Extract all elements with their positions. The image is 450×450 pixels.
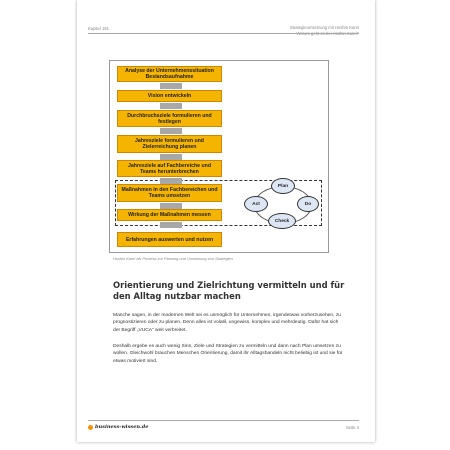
pdca-plan: Plan <box>271 178 295 194</box>
header-divider <box>88 33 359 34</box>
step-arrow <box>160 83 182 89</box>
step-durchbruchsziele: Durchbruchsziele formulieren und festlegen <box>117 110 222 127</box>
header-title-line2: Worum geht es bei Hoshin Kanri? <box>296 30 359 36</box>
paragraph-2: Deshalb ergebe es auch wenig Sinn, Ziele und Strategien zu vermitteln und dann nach Plan umsetzen zu wollen. Gleichwohl brauchen Menschen Orientierung, damit ihr Alltagshandeln nicht beliebig ist und sie für etwas motiviert sind. <box>113 344 343 364</box>
brand-logo-icon <box>88 425 93 430</box>
footer-brand <box>88 424 148 430</box>
brand-name: business-wissen.de <box>95 424 149 430</box>
footer-divider <box>88 420 359 421</box>
page-number: Seite 4 <box>345 425 359 430</box>
header-chapter: Kapitel 191 <box>88 26 109 31</box>
pdca-do: Do <box>297 196 319 212</box>
step-arrow <box>160 128 182 134</box>
step-vision: Vision entwickeln <box>117 90 222 102</box>
header-title-line1: Strategieumsetzung mit Hoshin Kanri <box>289 25 359 30</box>
step-herunterbrechen: Jahresziele auf Fachbereiche und Teams herunterbrechen <box>117 160 222 177</box>
document-page <box>77 0 375 442</box>
process-figure <box>109 60 329 253</box>
pdca-act: Act <box>244 196 268 212</box>
section-heading: Orientierung und Zielrichtung vermitteln und für den Alltag nutzbar machen <box>113 280 345 301</box>
step-arrow <box>160 222 182 228</box>
paragraph-1: Manche sagen, in der modernen Welt sei es unmöglich für Unternehmen, irgendetwas vorherzusehen, zu prognostizieren oder zu planen. Denn alles ist volatil, ungewiss, komplex und mehrdeutig. Dafür hat sich der Begriff „VUCA“ weit verbreitet. <box>113 313 341 333</box>
step-jahresziele: Jahresziele formulieren und Zielerreichung planen <box>117 135 222 153</box>
step-analyse: Analyse der Unternehmenssituation Bestandsaufnahme <box>117 66 222 82</box>
figure-caption: Hoshin Kanri als Prozess zur Planung und Umsetzung von Strategien <box>113 256 233 261</box>
step-arrow <box>160 103 182 109</box>
pdca-check: Check <box>268 213 296 229</box>
step-massnahmen: Maßnahmen in den Fachbereichen und Teams umsetzen <box>117 184 222 202</box>
header-title <box>290 25 359 36</box>
step-wirkung: Wirkung der Maßnahmen messen <box>117 209 222 221</box>
step-erfahrungen: Erfahrungen auswerten und nutzen <box>117 232 222 247</box>
